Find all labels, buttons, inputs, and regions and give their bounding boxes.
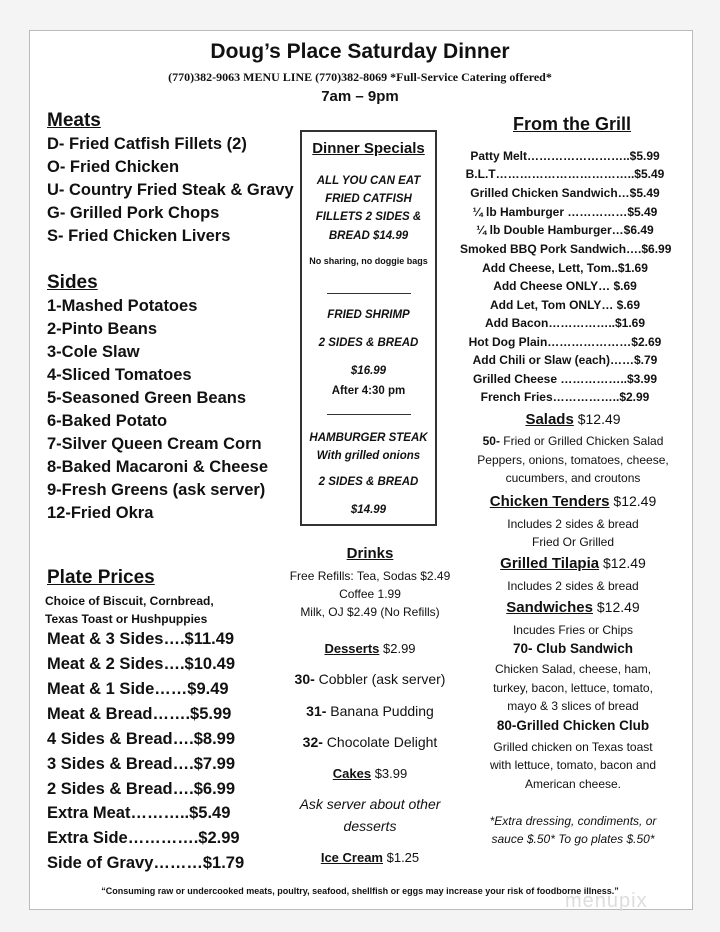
grilled-club-title: 80-Grilled Chicken Club <box>496 718 650 733</box>
salad-desc: Peppers, onions, tomatoes, cheese, <box>477 453 669 467</box>
sandwiches-heading <box>462 599 684 616</box>
extras-note: sauce $.50* To go plates $.50* <box>491 832 655 846</box>
special-text: BREAD $14.99 <box>328 230 409 242</box>
sandwiches-desc: Incudes Fries or Chips <box>512 623 634 637</box>
side-item: 9-Fresh Greens (ask server) <box>47 481 266 499</box>
grill-item: Grilled Chicken Sandwich…$5.49 <box>470 186 660 200</box>
tilapia-price: $12.49 <box>599 555 646 571</box>
grill-item: French Fries……………..$2.99 <box>480 390 650 404</box>
special-text: 2 SIDES & BREAD <box>318 337 419 349</box>
sides-heading: Sides <box>47 272 98 293</box>
meat-item: O- Fried Chicken <box>47 158 180 176</box>
special-text: FRIED CATFISH <box>325 193 412 205</box>
club-desc: turkey, bacon, lettuce, tomato, <box>493 681 653 695</box>
special-text: FILLETS 2 SIDES & <box>315 211 422 223</box>
desserts-price: $2.99 <box>379 641 416 656</box>
special-price: $16.99 <box>350 365 387 377</box>
salad-item <box>462 432 684 451</box>
hours: 7am – 9pm <box>321 88 399 105</box>
icecream-label: Ice Cream <box>320 850 383 865</box>
salad-num: 50- <box>482 434 500 448</box>
dessert-name: Chocolate Delight <box>322 734 438 750</box>
cakes-line <box>270 766 470 781</box>
drinks-line: Coffee 1.99 <box>339 587 401 601</box>
menu-title: Doug’s Place Saturday Dinner <box>210 40 510 63</box>
cakes-label: Cakes <box>332 766 372 781</box>
special-steak: HAMBURGER STEAK <box>309 432 428 444</box>
plate-price: Extra Side………….$2.99 <box>47 829 240 847</box>
desserts-heading <box>270 641 470 656</box>
plate-price: 2 Sides & Bread….$6.99 <box>47 780 236 798</box>
grill-item: Smoked BBQ Pork Sandwich….$6.99 <box>460 242 672 256</box>
tenders-desc: Includes 2 sides & bread <box>507 517 639 531</box>
desserts-label: Desserts <box>324 641 380 656</box>
salad-name: Fried or Grilled Chicken Salad <box>499 434 664 448</box>
food-safety-warning: “Consuming raw or undercooked meats, poultry, seafood, shellfish or eggs may increase your risk of foodborne illness.” <box>101 886 619 896</box>
icecream-price: $1.25 <box>383 850 420 865</box>
grill-item: Add Cheese, Lett, Tom..$1.69 <box>482 261 648 275</box>
dessert-name: Cobbler (ask server) <box>314 671 446 687</box>
side-item: 5-Seasoned Green Beans <box>47 389 246 407</box>
salad-desc: cucumbers, and croutons <box>505 471 641 485</box>
meat-item: D- Fried Catfish Fillets (2) <box>47 135 247 153</box>
grill-heading: From the Grill <box>512 114 631 134</box>
plate-price: Extra Meat………..$5.49 <box>47 804 231 822</box>
plate-price: Meat & 2 Sides….$10.49 <box>47 655 236 673</box>
grill-item: ¼ lb Hamburger ……………$5.49 <box>472 205 658 219</box>
grilled-club-desc: American cheese. <box>524 777 622 791</box>
salads-price: $12.49 <box>573 411 621 427</box>
plates-desc: Choice of Biscuit, Cornbread, <box>45 594 214 608</box>
club-desc: Chicken Salad, cheese, ham, <box>494 662 652 676</box>
dessert-num: 31- <box>306 703 327 719</box>
special-text: After 4:30 pm <box>331 385 406 397</box>
sandwiches-price: $12.49 <box>592 599 640 615</box>
special-price: $14.99 <box>350 504 387 516</box>
specials-heading: Dinner Specials <box>312 140 425 157</box>
side-item: 12-Fried Okra <box>47 504 154 522</box>
extras-note: *Extra dressing, condiments, or <box>489 814 657 828</box>
grill-item: B.L.T……………………………..$5.49 <box>465 167 665 181</box>
tenders-price: $12.49 <box>609 493 657 509</box>
meat-item: G- Grilled Pork Chops <box>47 204 220 222</box>
drinks-line: Milk, OJ $2.49 (No Refills) <box>300 605 440 619</box>
dessert-item <box>270 734 470 750</box>
grill-item: Add Cheese ONLY… $.69 <box>493 279 637 293</box>
grill-item: Hot Dog Plain…………………$2.69 <box>468 335 662 349</box>
drinks-line: Free Refills: Tea, Sodas $2.49 <box>289 569 451 583</box>
grill-item: Add Bacon……………..$1.69 <box>484 316 646 330</box>
divider <box>327 414 411 415</box>
cakes-price: $3.99 <box>371 766 408 781</box>
meat-item: U- Country Fried Steak & Gravy <box>47 181 294 199</box>
club-desc: mayo & 3 slices of bread <box>507 699 639 713</box>
special-note: No sharing, no doggie bags <box>309 256 428 266</box>
side-item: 6-Baked Potato <box>47 412 168 430</box>
grill-item: Grilled Cheese ……………..$3.99 <box>472 372 658 386</box>
plate-price: Meat & Bread…….$5.99 <box>47 705 232 723</box>
tenders-heading <box>462 493 684 510</box>
grilled-club-desc: Grilled chicken on Texas toast <box>493 740 653 754</box>
ask-server-note: Ask server about other <box>299 796 441 812</box>
ask-server-note: desserts <box>343 818 397 834</box>
salads-label: Salads <box>525 411 574 428</box>
plates-heading: Plate Prices <box>47 567 155 588</box>
side-item: 2-Pinto Beans <box>47 320 158 338</box>
sandwiches-label: Sandwiches <box>506 599 593 616</box>
grill-item: ¼ lb Double Hamburger…$6.49 <box>476 223 654 237</box>
tilapia-label: Grilled Tilapia <box>500 555 600 572</box>
drinks-heading: Drinks <box>346 545 394 562</box>
tenders-label: Chicken Tenders <box>489 493 610 510</box>
grill-item: Add Let, Tom ONLY… $.69 <box>489 298 641 312</box>
grilled-club-desc: with lettuce, tomato, bacon and <box>489 758 657 772</box>
tilapia-heading <box>462 555 684 572</box>
grill-item: Add Chili or Slaw (each)……$.79 <box>472 353 658 367</box>
dessert-num: 30- <box>294 671 315 687</box>
icecream-line <box>270 850 470 865</box>
side-item: 7-Silver Queen Cream Corn <box>47 435 262 453</box>
special-text: 2 SIDES & BREAD <box>318 476 419 488</box>
divider <box>327 293 411 294</box>
meat-item: S- Fried Chicken Livers <box>47 227 231 245</box>
dessert-item <box>270 703 470 719</box>
tenders-desc: Fried Or Grilled <box>531 535 614 549</box>
dessert-num: 32- <box>302 734 323 750</box>
side-item: 1-Mashed Potatoes <box>47 297 198 315</box>
plate-price: Meat & 1 Side……$9.49 <box>47 680 229 698</box>
watermark: menupix <box>565 890 648 912</box>
plate-price: 3 Sides & Bread….$7.99 <box>47 755 236 773</box>
phone-line: (770)382-9063 MENU LINE (770)382-8069 *Full-Service Catering offered* <box>168 70 552 84</box>
plate-price: 4 Sides & Bread….$8.99 <box>47 730 236 748</box>
special-text: ALL YOU CAN EAT <box>316 175 421 187</box>
club-sandwich-title: 70- Club Sandwich <box>512 641 634 656</box>
side-item: 3-Cole Slaw <box>47 343 140 361</box>
special-shrimp: FRIED SHRIMP <box>327 309 410 321</box>
plates-desc: Texas Toast or Hushpuppies <box>45 612 208 626</box>
dessert-name: Banana Pudding <box>326 703 434 719</box>
plate-price: Meat & 3 Sides….$11.49 <box>47 630 235 648</box>
dessert-item <box>270 671 470 687</box>
side-item: 4-Sliced Tomatoes <box>47 366 192 384</box>
salads-heading <box>462 411 684 428</box>
grill-item: Patty Melt……………………..$5.99 <box>470 149 660 163</box>
plate-price: Side of Gravy………$1.79 <box>47 854 245 872</box>
meats-heading: Meats <box>47 110 101 131</box>
side-item: 8-Baked Macaroni & Cheese <box>47 458 269 476</box>
special-text: With grilled onions <box>316 450 421 462</box>
tilapia-desc: Includes 2 sides & bread <box>507 579 639 593</box>
